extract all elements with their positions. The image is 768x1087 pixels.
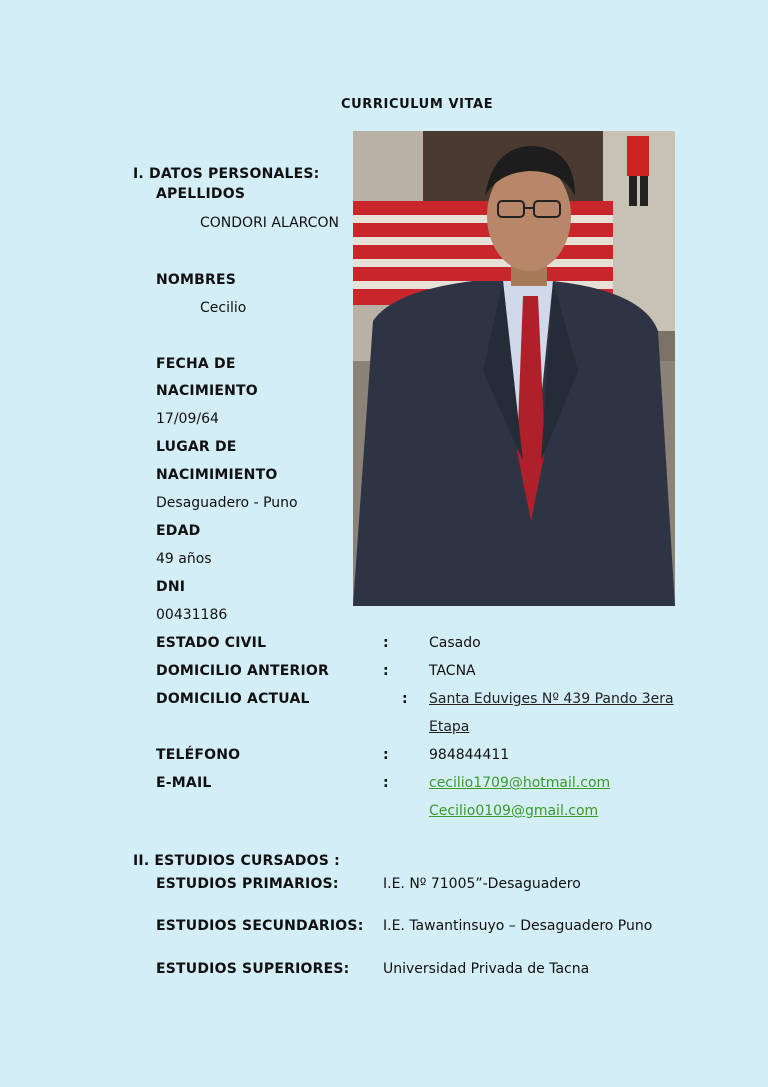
domicilio-actual-label: DOMICILIO ACTUAL <box>156 691 310 707</box>
document-title: CURRICULUM VITAE <box>341 97 494 112</box>
domicilio-actual-value-line1: Santa Eduviges Nº 439 Pando 3era <box>429 691 674 707</box>
apellidos-value: CONDORI ALARCON <box>200 215 339 231</box>
edad-value: 49 años <box>156 551 212 567</box>
section-heading-estudios: II. ESTUDIOS CURSADOS : <box>133 853 340 869</box>
edad-label: EDAD <box>156 523 201 539</box>
lugar-nacimiento-label-2: NACIMIMIENTO <box>156 467 278 483</box>
fecha-nacimiento-label-2: NACIMIENTO <box>156 383 258 399</box>
email-label: E-MAIL <box>156 775 212 791</box>
domicilio-anterior-value: TACNA <box>429 663 476 679</box>
email-link-gmail[interactable]: Cecilio0109@gmail.com <box>429 803 599 819</box>
colon-separator: : <box>383 775 389 791</box>
lugar-nacimiento-label-1: LUGAR DE <box>156 439 237 455</box>
fecha-nacimiento-value: 17/09/64 <box>156 411 219 427</box>
estudios-superiores-label: ESTUDIOS SUPERIORES: <box>156 961 350 977</box>
colon-separator: : <box>402 691 408 707</box>
lugar-nacimiento-value: Desaguadero - Puno <box>156 495 298 511</box>
dni-value: 00431186 <box>156 607 228 623</box>
estudios-superiores-value: Universidad Privada de Tacna <box>383 961 590 977</box>
estudios-secundarios-value: I.E. Tawantinsuyo – Desaguadero Puno <box>383 918 653 934</box>
domicilio-actual-value-line2: Etapa <box>429 719 470 735</box>
estado-civil-label: ESTADO CIVIL <box>156 635 267 651</box>
telefono-value: 984844411 <box>429 747 510 763</box>
dni-label: DNI <box>156 579 186 595</box>
telefono-label: TELÉFONO <box>156 747 241 763</box>
estado-civil-value: Casado <box>429 635 481 651</box>
portrait-photo <box>353 131 675 606</box>
colon-separator: : <box>383 747 389 763</box>
estudios-primarios-label: ESTUDIOS PRIMARIOS: <box>156 876 339 892</box>
fecha-nacimiento-label-1: FECHA DE <box>156 356 236 372</box>
estudios-primarios-value: I.E. Nº 71005”-Desaguadero <box>383 876 581 892</box>
domicilio-anterior-label: DOMICILIO ANTERIOR <box>156 663 329 679</box>
nombres-value: Cecilio <box>200 300 247 316</box>
colon-separator: : <box>383 635 389 651</box>
section-heading-datos-personales: I. DATOS PERSONALES: <box>133 166 320 182</box>
colon-separator: : <box>383 663 389 679</box>
nombres-label: NOMBRES <box>156 272 237 288</box>
email-link-hotmail[interactable]: cecilio1709@hotmail.com <box>429 775 611 791</box>
estudios-secundarios-label: ESTUDIOS SECUNDARIOS: <box>156 918 364 934</box>
apellidos-label: APELLIDOS <box>156 186 246 202</box>
